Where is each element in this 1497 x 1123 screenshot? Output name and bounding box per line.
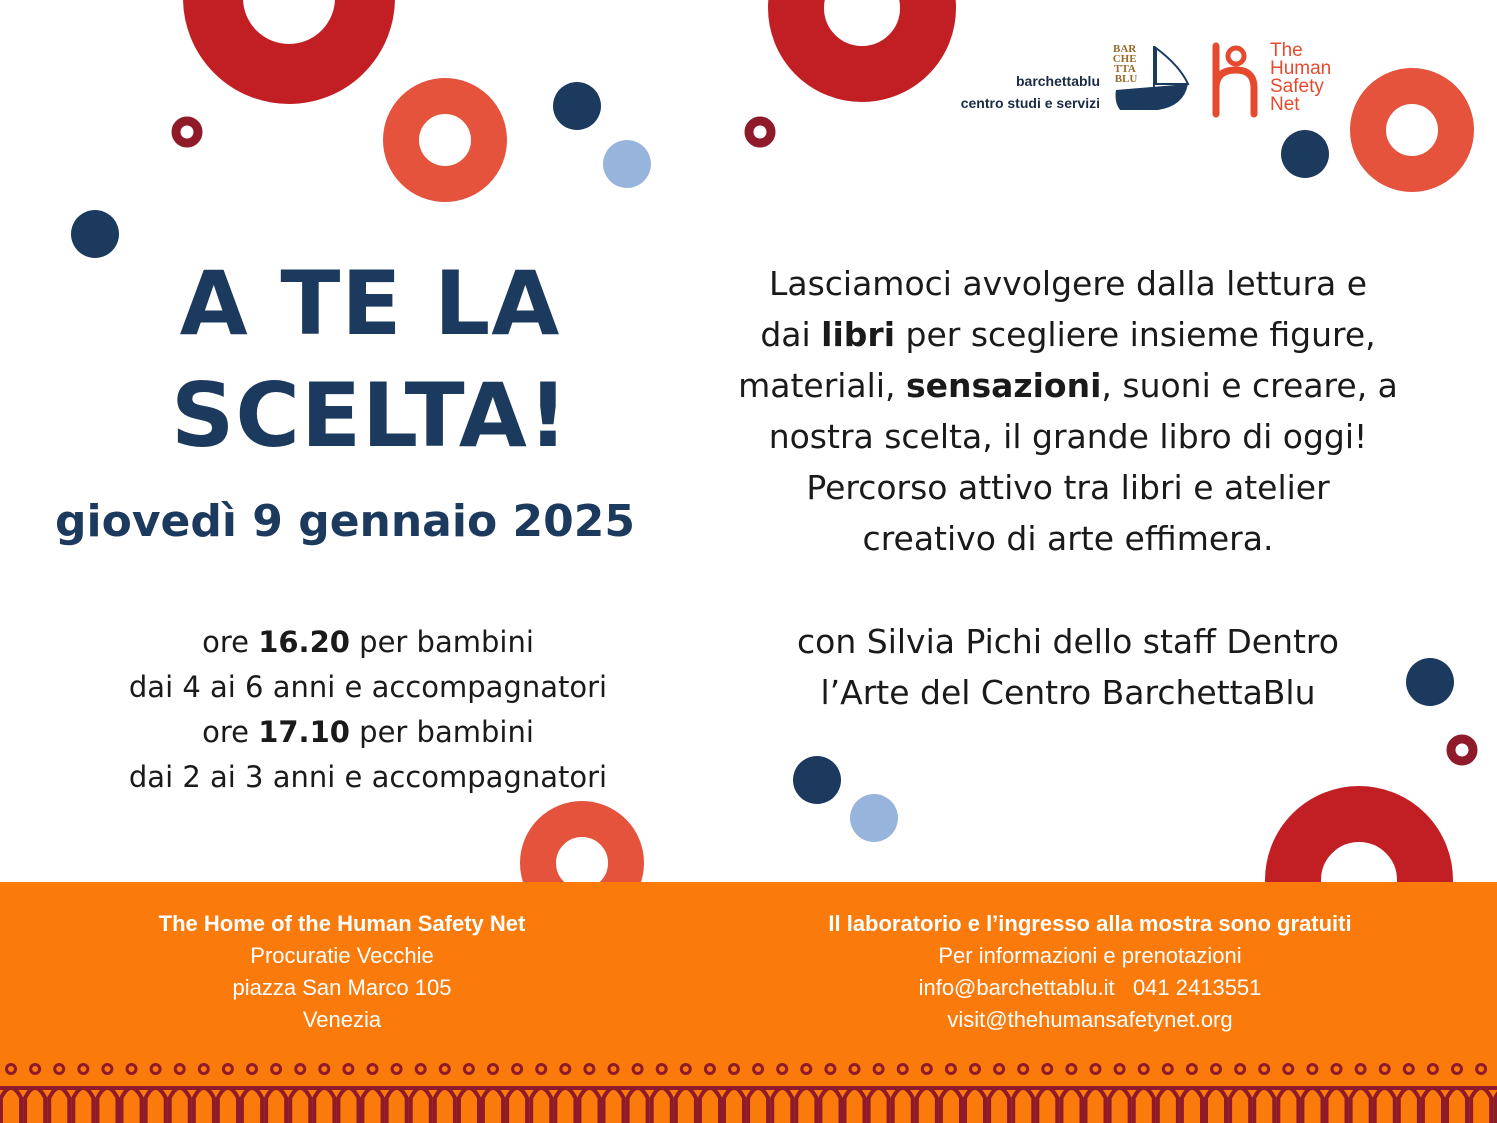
- frieze-dot: [513, 1065, 522, 1074]
- frieze-arch: [1013, 1088, 1033, 1123]
- frieze-dot: [1067, 1065, 1076, 1074]
- frieze-dot: [1308, 1065, 1317, 1074]
- frieze-arch: [748, 1088, 768, 1123]
- frieze-dot: [1115, 1065, 1124, 1074]
- frieze-dot: [127, 1065, 136, 1074]
- session-time: 16.20: [258, 625, 350, 659]
- contact-phone[interactable]: 041 2413551: [1132, 975, 1262, 1000]
- frieze-dot: [1019, 1065, 1028, 1074]
- hsn-line: The: [1270, 40, 1303, 61]
- frieze-arch: [97, 1088, 117, 1123]
- frieze-arch: [411, 1088, 431, 1123]
- frieze-arch: [628, 1088, 648, 1123]
- frieze-arch: [965, 1088, 985, 1123]
- frieze-arch: [652, 1088, 672, 1123]
- description-text: per scegliere insieme figure,: [895, 315, 1376, 354]
- frieze-dot: [1332, 1065, 1341, 1074]
- venue-line: piazza San Marco 105: [232, 975, 452, 1000]
- frieze-arch: [579, 1088, 599, 1123]
- frieze-dot: [79, 1065, 88, 1074]
- deco-dot-navy: [553, 82, 601, 130]
- event-title: [70, 248, 670, 472]
- session-time: 17.10: [258, 715, 350, 749]
- description-bold: libri: [821, 315, 896, 354]
- frieze-arch: [122, 1088, 142, 1123]
- frieze-arch: [338, 1088, 358, 1123]
- frieze-arch: [1158, 1088, 1178, 1123]
- frieze-dot: [296, 1065, 305, 1074]
- frieze-dot: [1404, 1065, 1413, 1074]
- hsn-wordmark: [1270, 42, 1360, 114]
- hsn-logo-mark: [1208, 42, 1268, 118]
- frieze-arch: [845, 1088, 865, 1123]
- frieze-dot: [754, 1065, 763, 1074]
- frieze-dot: [7, 1065, 16, 1074]
- frieze-arch: [989, 1088, 1009, 1123]
- session-time-line: [80, 620, 656, 665]
- description-line: Percorso attivo tra libri e atelier: [806, 468, 1330, 507]
- frieze-arch: [1061, 1088, 1081, 1123]
- free-entry-headline: Il laboratorio e l’ingresso alla mostra sono gratuiti: [828, 911, 1352, 936]
- deco-dot-navy: [793, 756, 841, 804]
- deco-dot-lightblue: [850, 794, 898, 842]
- barchettablu-tagline: centro studi e servizi: [960, 95, 1100, 111]
- frieze-dot: [609, 1065, 618, 1074]
- hsn-line: Safety: [1270, 76, 1324, 97]
- frieze-dot: [55, 1065, 64, 1074]
- frieze-arch: [1302, 1088, 1322, 1123]
- session-audience: dai 4 ai 6 anni e accompagnatori: [128, 670, 608, 704]
- frieze-arch: [1351, 1088, 1371, 1123]
- frieze-arch: [459, 1088, 479, 1123]
- deco-ring-red: [213, 0, 365, 74]
- venue-line: Procuratie Vecchie: [250, 943, 434, 968]
- frieze-dot: [1356, 1065, 1365, 1074]
- frieze-dot: [1187, 1065, 1196, 1074]
- session-times: [80, 620, 656, 800]
- session-prefix: ore: [202, 715, 259, 749]
- description-text: , suoni e creare, a: [1101, 366, 1398, 405]
- description-text: dai: [760, 315, 822, 354]
- contact-line: [760, 972, 1420, 1004]
- frieze-arch: [820, 1088, 840, 1123]
- frieze-dot: [199, 1065, 208, 1074]
- frieze-arch: [49, 1088, 69, 1123]
- frieze-dot: [850, 1065, 859, 1074]
- deco-ring-red: [796, 0, 928, 74]
- description-line: [728, 360, 1408, 411]
- frieze-arch: [1230, 1088, 1250, 1123]
- frieze-dot: [537, 1065, 546, 1074]
- venue-city: Venezia: [302, 1007, 382, 1032]
- frieze-arch: [869, 1088, 889, 1123]
- barchettablu-boat-logo: [1108, 40, 1192, 116]
- frieze-arch: [555, 1088, 575, 1123]
- description-line: creativo di arte effimera.: [862, 519, 1274, 558]
- frieze-arch: [1471, 1088, 1491, 1123]
- frieze-dot: [633, 1065, 642, 1074]
- frieze-dot: [344, 1065, 353, 1074]
- arcade-frieze: [0, 1052, 1497, 1123]
- frieze-dot: [1284, 1065, 1293, 1074]
- frieze-dot: [175, 1065, 184, 1074]
- event-credit: [728, 616, 1408, 718]
- frieze-dot: [248, 1065, 257, 1074]
- info-line: Per informazioni e prenotazioni: [938, 943, 1242, 968]
- frieze-arch: [73, 1088, 93, 1123]
- session-suffix: per bambini: [349, 625, 534, 659]
- frieze-arch: [1423, 1088, 1443, 1123]
- frieze-dot: [1139, 1065, 1148, 1074]
- frieze-dot: [802, 1065, 811, 1074]
- frieze-arch: [1086, 1088, 1106, 1123]
- event-description: [728, 258, 1408, 564]
- description-line: nostra scelta, il grande libro di oggi!: [768, 417, 1368, 456]
- deco-dot-maroon: [1451, 739, 1473, 761]
- credit-line: l’Arte del Centro BarchettaBlu: [820, 673, 1316, 712]
- frieze-arch: [507, 1088, 527, 1123]
- frieze-arch: [266, 1088, 286, 1123]
- deco-dot-maroon: [176, 121, 198, 143]
- deco-dot-lightblue: [603, 140, 651, 188]
- barchettablu-caption: [961, 70, 1100, 114]
- frieze-arch: [1, 1088, 21, 1123]
- bb-mark-line: BAR: [1113, 43, 1137, 55]
- frieze-arch: [676, 1088, 696, 1123]
- frieze-arch: [387, 1088, 407, 1123]
- frieze-arch: [1399, 1088, 1419, 1123]
- frieze-dot: [489, 1065, 498, 1074]
- frieze-dot: [946, 1065, 955, 1074]
- session-time-line: [80, 710, 656, 755]
- frieze-dot: [368, 1065, 377, 1074]
- session-suffix: per bambini: [349, 715, 534, 749]
- frieze-arch: [1447, 1088, 1467, 1123]
- hsn-line: Human: [1270, 58, 1332, 79]
- footer-band: [0, 882, 1497, 1123]
- frieze-dot: [561, 1065, 570, 1074]
- frieze-arch: [483, 1088, 503, 1123]
- deco-dot-navy: [1281, 130, 1329, 178]
- frieze-arch: [917, 1088, 937, 1123]
- frieze-arch: [893, 1088, 913, 1123]
- session-audience: dai 2 ai 3 anni e accompagnatori: [128, 760, 608, 794]
- deco-ring-coral: [1368, 86, 1456, 174]
- frieze-dot: [826, 1065, 835, 1074]
- deco-dot-navy: [1406, 658, 1454, 706]
- frieze-dot: [1453, 1065, 1462, 1074]
- title-line: A TE LA: [179, 252, 561, 355]
- frieze-dot: [585, 1065, 594, 1074]
- frieze-dot: [416, 1065, 425, 1074]
- frieze-dot: [1236, 1065, 1245, 1074]
- session-prefix: ore: [202, 625, 259, 659]
- barchettablu-mark: [1113, 43, 1140, 85]
- frieze-dot: [778, 1065, 787, 1074]
- frieze-dot: [31, 1065, 40, 1074]
- venue-name: The Home of the Human Safety Net: [158, 911, 526, 936]
- frieze-arch: [1134, 1088, 1154, 1123]
- barchettablu-name: barchettablu: [1015, 73, 1100, 89]
- frieze-arch: [531, 1088, 551, 1123]
- contact-info: [760, 908, 1420, 1036]
- frieze-dot: [151, 1065, 160, 1074]
- event-date: giovedì 9 gennaio 2025: [55, 496, 635, 547]
- frieze-arch: [1110, 1088, 1130, 1123]
- frieze-dot: [1428, 1065, 1437, 1074]
- frieze-arch: [604, 1088, 624, 1123]
- frieze-arch: [700, 1088, 720, 1123]
- deco-dot-maroon: [749, 121, 771, 143]
- frieze-arch: [362, 1088, 382, 1123]
- frieze-dot: [730, 1065, 739, 1074]
- frieze-dot: [1163, 1065, 1172, 1074]
- frieze-arch: [1278, 1088, 1298, 1123]
- frieze-arch: [218, 1088, 238, 1123]
- frieze-arch: [146, 1088, 166, 1123]
- frieze-dot: [223, 1065, 232, 1074]
- deco-ring-coral: [401, 96, 489, 184]
- venue-info: [100, 908, 584, 1036]
- frieze-dot: [320, 1065, 329, 1074]
- description-line: [728, 309, 1408, 360]
- bb-mark-line: TTA: [1114, 63, 1136, 75]
- frieze-arch: [1182, 1088, 1202, 1123]
- frieze-dot: [1091, 1065, 1100, 1074]
- frieze-dot: [705, 1065, 714, 1074]
- frieze-arch: [25, 1088, 45, 1123]
- frieze-arch: [772, 1088, 792, 1123]
- frieze-dot: [272, 1065, 281, 1074]
- frieze-arch: [242, 1088, 262, 1123]
- title-line: SCELTA!: [170, 364, 569, 467]
- contact-email-link[interactable]: visit@thehumansafetynet.org: [947, 1007, 1233, 1032]
- credit-line: con Silvia Pichi dello staff Dentro: [797, 622, 1339, 661]
- frieze-arch: [194, 1088, 214, 1123]
- frieze-arch: [435, 1088, 455, 1123]
- frieze-dot: [681, 1065, 690, 1074]
- frieze-arch: [941, 1088, 961, 1123]
- frieze-dot: [1380, 1065, 1389, 1074]
- frieze-dot: [971, 1065, 980, 1074]
- bb-mark-line: CHE: [1112, 53, 1137, 65]
- frieze-dot: [1043, 1065, 1052, 1074]
- frieze-arch: [1206, 1088, 1226, 1123]
- description-line: Lasciamoci avvolgere dalla lettura e: [768, 264, 1368, 303]
- frieze-dot: [922, 1065, 931, 1074]
- frieze-dot: [440, 1065, 449, 1074]
- contact-email-link[interactable]: info@barchettablu.it: [918, 975, 1115, 1000]
- frieze-dot: [392, 1065, 401, 1074]
- frieze-dot: [1260, 1065, 1269, 1074]
- frieze-dot: [1212, 1065, 1221, 1074]
- hsn-line: Net: [1270, 94, 1300, 115]
- description-bold: sensazioni: [905, 366, 1102, 405]
- frieze-arch: [170, 1088, 190, 1123]
- bb-mark-line: BLU: [1114, 73, 1138, 85]
- frieze-arch: [1327, 1088, 1347, 1123]
- frieze-dot: [995, 1065, 1004, 1074]
- frieze-dot: [898, 1065, 907, 1074]
- frieze-arch: [724, 1088, 744, 1123]
- frieze-arch: [1037, 1088, 1057, 1123]
- frieze-arch: [1375, 1088, 1395, 1123]
- frieze-arch: [290, 1088, 310, 1123]
- frieze-arch: [1254, 1088, 1274, 1123]
- frieze-dot: [874, 1065, 883, 1074]
- frieze-dot: [657, 1065, 666, 1074]
- description-text: materiali,: [738, 366, 906, 405]
- frieze-dot: [464, 1065, 473, 1074]
- frieze-dot: [103, 1065, 112, 1074]
- frieze-dot: [1477, 1065, 1486, 1074]
- frieze-arch: [796, 1088, 816, 1123]
- frieze-arch: [314, 1088, 334, 1123]
